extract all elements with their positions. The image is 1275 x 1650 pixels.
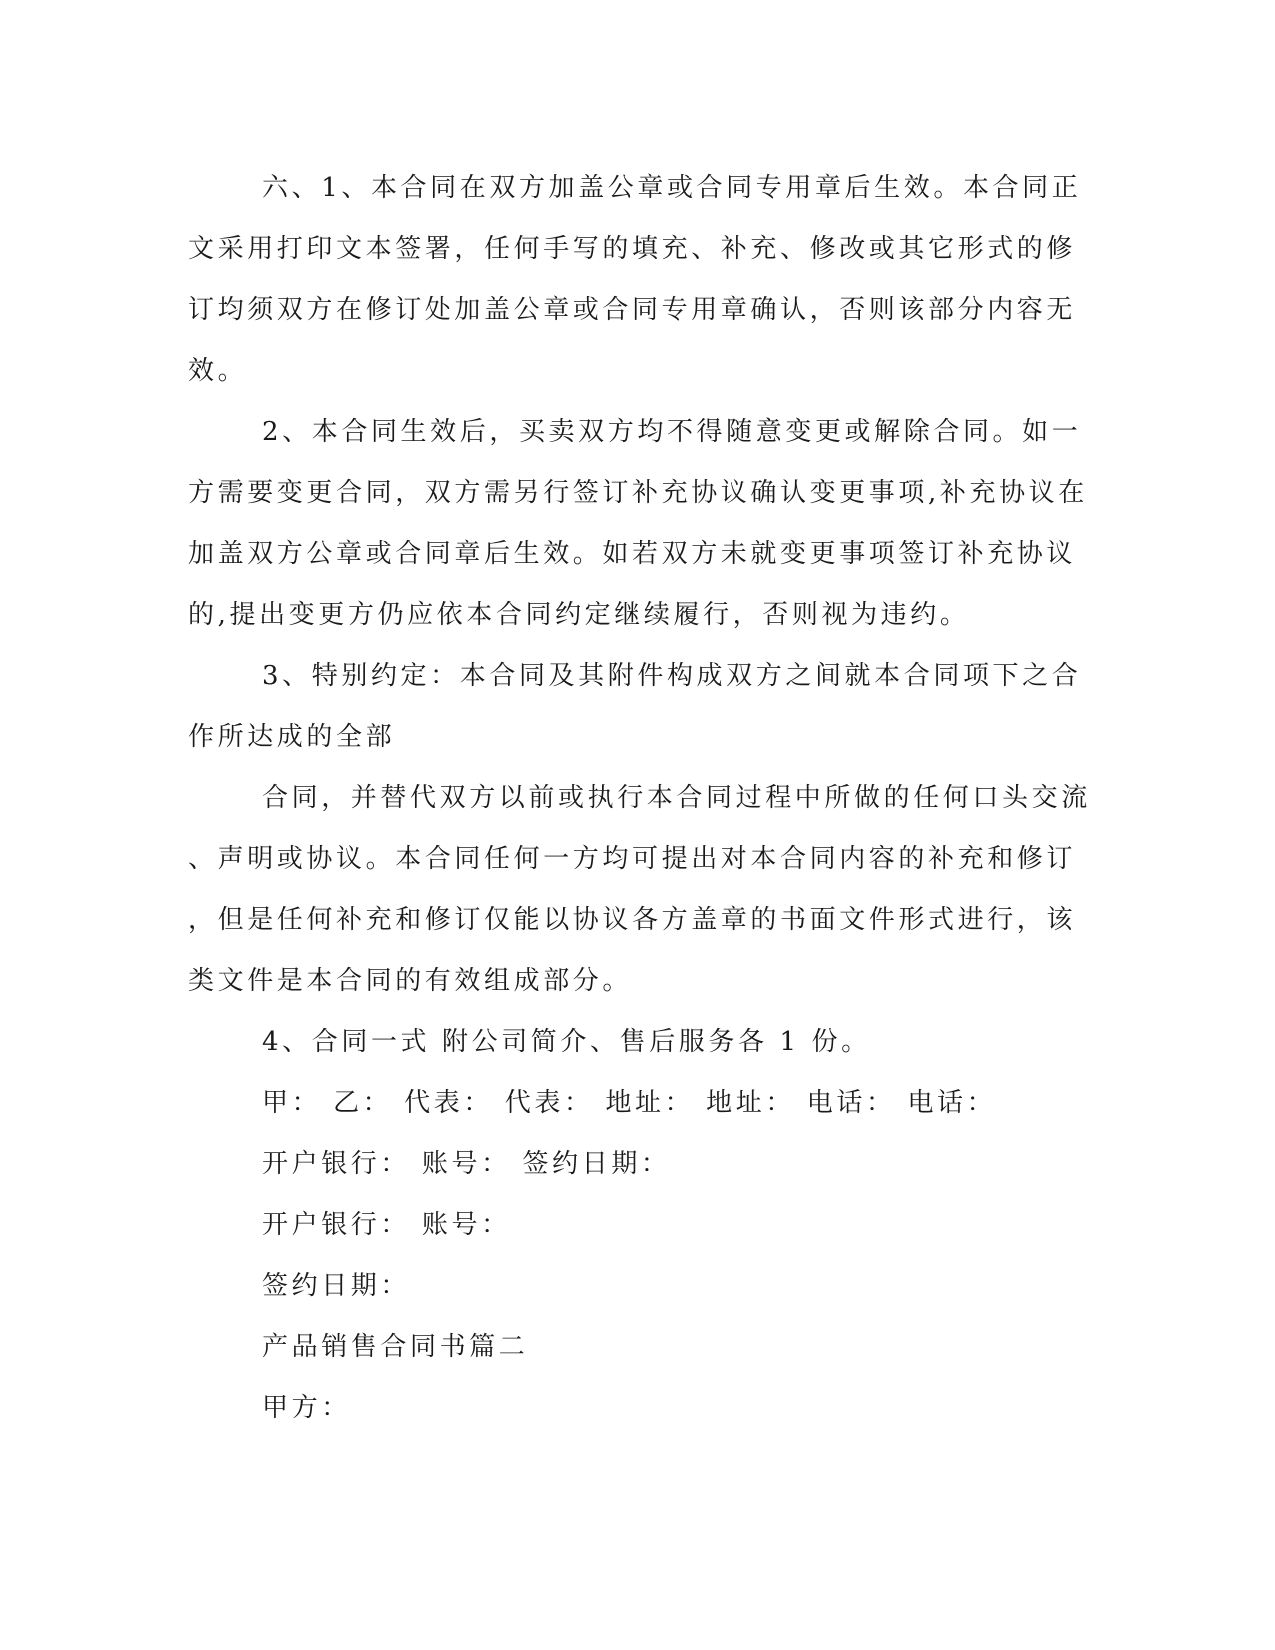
text-line: 类文件是本合同的有效组成部分。 [188,966,633,996]
signature-fields-line: 甲： 乙： 代表： 代表： 地址： 地址： 电话： 电话： [262,1088,997,1118]
text-line: 、声明或协议。本合同任何一方均可提出对本合同内容的补充和修订 [188,844,1077,874]
text-line: 文采用打印文本签署，任何手写的填充、补充、修改或其它形式的修 [188,234,1077,264]
text-line: 2、本合同生效后，买卖双方均不得随意变更或解除合同。如一 [262,417,1082,447]
party-a-line: 甲方： [262,1393,351,1423]
text-line: 六、1、本合同在双方加盖公章或合同专用章后生效。本合同正 [262,173,1082,203]
text-line: 作所达成的全部 [188,722,396,752]
text-line: ，但是任何补充和修订仅能以协议各方盖章的书面文件形式进行，该 [188,905,1077,935]
text-line: 3、特别约定：本合同及其附件构成双方之间就本合同项下之合 [262,661,1082,691]
section-heading: 产品销售合同书篇二 [262,1332,529,1362]
bank-info-line: 开户银行： 账号： [262,1210,511,1240]
text-line: 4、合同一式 附公司简介、售后服务各 1 份。 [262,1027,871,1057]
text-line: 订均须双方在修订处加盖公章或合同专用章确认，否则该部分内容无 [188,295,1077,325]
text-line: 效。 [188,356,248,386]
text-line: 加盖双方公章或合同章后生效。如若双方未就变更事项签订补充协议 [188,539,1077,569]
text-line: 的,提出变更方仍应依本合同约定继续履行，否则视为违约。 [188,600,970,630]
document-page [188,158,1091,1439]
bank-info-line: 开户银行： 账号： 签约日期： [262,1149,671,1179]
text-line: 合同，并替代双方以前或执行本合同过程中所做的任何口头交流 [262,783,1091,813]
signing-date-line: 签约日期： [262,1271,411,1301]
text-line: 方需要变更合同，双方需另行签订补充协议确认变更事项,补充协议在 [188,478,1088,508]
